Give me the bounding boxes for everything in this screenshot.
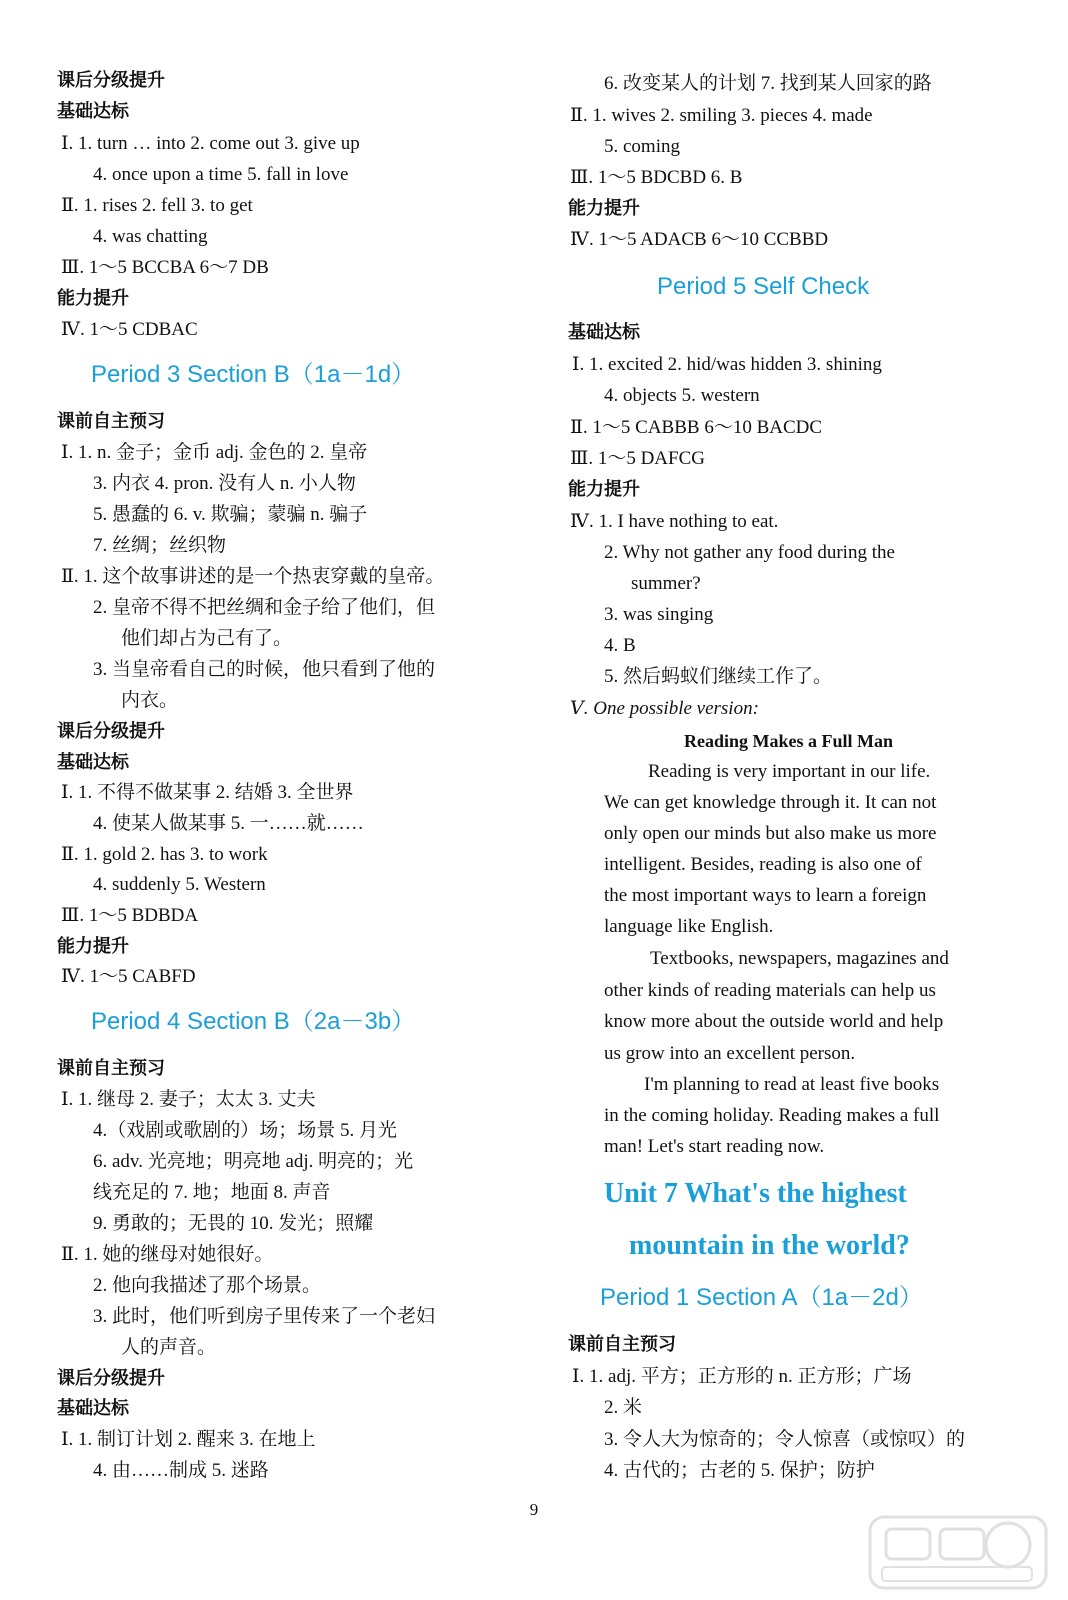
answer-line: Ⅰ. 1. 继母 2. 妻子；太太 3. 丈夫 <box>61 1089 316 1110</box>
answer-line: 4. B <box>604 635 636 656</box>
answer-line: 6. 改变某人的计划 7. 找到某人回家的路 <box>604 73 932 94</box>
essay-line: the most important ways to learn a foreign <box>604 885 927 906</box>
answer-line: 4. 由……制成 5. 迷路 <box>93 1460 269 1481</box>
answer-line: 2. 皇帝不得不把丝绸和金子给了他们，但 <box>93 597 436 618</box>
heading-preview: 课前自主预习 <box>57 411 165 432</box>
answer-line: 4. suddenly 5. Western <box>93 874 266 895</box>
heading-preview: 课前自主预习 <box>568 1334 676 1355</box>
period-heading: Period 3 Section B（1a－1d） <box>91 361 416 388</box>
essay-line: in the coming holiday. Reading makes a full <box>604 1105 940 1126</box>
essay-title: Reading Makes a Full Man <box>684 731 894 751</box>
answer-line: Ⅲ. 1～5 BDCBD 6. B <box>570 167 743 188</box>
answer-line: Ⅱ. 1. wives 2. smiling 3. pieces 4. made <box>570 105 873 126</box>
essay-line: know more about the outside world and help <box>604 1011 944 1032</box>
watermark-logo-icon <box>868 1515 1048 1590</box>
period-heading: Period 4 Section B（2a－3b） <box>91 1008 416 1035</box>
answer-line: 3. 内衣 4. pron. 没有人 n. 小人物 <box>93 473 356 494</box>
essay-line: We can get knowledge through it. It can not <box>604 792 937 813</box>
answer-line: Ⅰ. 1. adj. 平方；正方形的 n. 正方形；广场 <box>572 1366 912 1387</box>
answer-line: Ⅲ. 1～5 BDBDA <box>61 905 199 926</box>
heading-after-class: 课后分级提升 <box>57 1368 165 1389</box>
answer-line: Ⅳ. 1. I have nothing to eat. <box>570 511 779 532</box>
heading-ability: 能力提升 <box>568 198 640 219</box>
answer-line: Ⅳ. 1～5 CDBAC <box>61 319 198 340</box>
answer-line: 3. was singing <box>604 604 714 625</box>
essay-line: I'm planning to read at least five books <box>644 1074 940 1095</box>
period-heading: Period 1 Section A（1a－2d） <box>600 1284 923 1311</box>
heading-basic: 基础达标 <box>568 322 640 343</box>
heading-after-class: 课后分级提升 <box>57 70 165 91</box>
answer-line: summer? <box>631 573 701 594</box>
essay-line: man! Let's start reading now. <box>604 1136 825 1157</box>
answer-line: 4. 古代的；古老的 5. 保护；防护 <box>604 1460 875 1481</box>
answer-line: 4. objects 5. western <box>604 385 760 406</box>
period-heading: Period 5 Self Check <box>657 273 870 300</box>
heading-preview: 课前自主预习 <box>57 1058 165 1079</box>
answer-line: Ⅰ. 1. excited 2. hid/was hidden 3. shining <box>572 354 882 375</box>
answer-line: Ⅰ. 1. n. 金子；金币 adj. 金色的 2. 皇帝 <box>61 442 368 463</box>
answer-line: 9. 勇敢的；无畏的 10. 发光；照耀 <box>93 1213 374 1234</box>
answer-line: Ⅳ. 1～5 CABFD <box>61 966 196 987</box>
answer-line: 6. adv. 光亮地；明亮地 adj. 明亮的；光 <box>93 1151 414 1172</box>
answer-line: 4.（戏剧或歌剧的）场；场景 5. 月光 <box>93 1120 398 1141</box>
answer-line: Ⅰ. 1. 不得不做某事 2. 结婚 3. 全世界 <box>61 782 354 803</box>
answer-line: 5. coming <box>604 136 680 157</box>
answer-line: 5. 愚蠢的 6. v. 欺骗；蒙骗 n. 骗子 <box>93 504 368 525</box>
heading-ability: 能力提升 <box>568 479 640 500</box>
answer-line: 7. 丝绸；丝织物 <box>93 535 227 556</box>
heading-after-class: 课后分级提升 <box>57 721 165 742</box>
essay-line: Reading is very important in our life. <box>648 761 931 782</box>
answer-line: 2. 他向我描述了那个场景。 <box>93 1275 322 1296</box>
essay-line: Textbooks, newspapers, magazines and <box>650 948 949 969</box>
essay-line: only open our minds but also make us more <box>604 823 937 844</box>
answer-line: 3. 令人大为惊奇的；令人惊喜（或惊叹）的 <box>604 1429 966 1450</box>
answer-line: 4. once upon a time 5. fall in love <box>93 164 349 185</box>
answer-line: 人的声音。 <box>121 1337 217 1358</box>
essay-line: language like English. <box>604 916 774 937</box>
answer-line: 线充足的 7. 地；地面 8. 声音 <box>93 1182 331 1203</box>
heading-ability: 能力提升 <box>57 936 129 957</box>
page-number: 9 <box>529 1500 539 1519</box>
answer-line: 2. 米 <box>604 1397 643 1418</box>
answer-line: Ⅱ. 1. 她的继母对她很好。 <box>61 1244 274 1265</box>
heading-ability: 能力提升 <box>57 288 129 309</box>
essay-line: us grow into an excellent person. <box>604 1043 856 1064</box>
answer-line: 4. 使某人做某事 5. 一……就…… <box>93 813 364 834</box>
answer-line: Ⅰ. 1. 制订计划 2. 醒来 3. 在地上 <box>61 1429 316 1450</box>
heading-basic: 基础达标 <box>57 101 129 122</box>
essay-line: intelligent. Besides, reading is also one of <box>604 854 922 875</box>
answer-line: Ⅱ. 1. 这个故事讲述的是一个热衷穿戴的皇帝。 <box>61 566 445 587</box>
heading-basic: 基础达标 <box>57 752 129 773</box>
answer-line: 2. Why not gather any food during the <box>604 542 895 563</box>
unit-title: Unit 7 What's the highest <box>604 1178 907 1209</box>
answer-line: 5. 然后蚂蚁们继续工作了。 <box>604 666 833 687</box>
answer-line: 3. 当皇帝看自己的时候，他只看到了他的 <box>93 659 436 680</box>
answer-line: 3. 此时，他们听到房子里传来了一个老妇 <box>93 1306 436 1327</box>
answer-line: Ⅱ. 1. rises 2. fell 3. to get <box>61 195 253 216</box>
answer-line: 4. was chatting <box>93 226 208 247</box>
answer-line: Ⅴ. One possible version: <box>570 698 759 719</box>
unit-title: mountain in the world? <box>629 1230 910 1261</box>
answer-line: Ⅱ. 1～5 CABBB 6～10 BACDC <box>570 417 823 438</box>
answer-line: Ⅳ. 1～5 ADACB 6～10 CCBBD <box>570 229 829 250</box>
answer-line: Ⅰ. 1. turn … into 2. come out 3. give up <box>61 133 360 154</box>
answer-line: Ⅱ. 1. gold 2. has 3. to work <box>61 844 268 865</box>
answer-line: 他们却占为己有了。 <box>121 628 293 649</box>
essay-line: other kinds of reading materials can help us <box>604 980 936 1001</box>
heading-basic: 基础达标 <box>57 1398 129 1419</box>
answer-line: Ⅲ. 1～5 BCCBA 6～7 DB <box>61 257 269 278</box>
answer-line: 内衣。 <box>121 690 179 711</box>
answer-line: Ⅲ. 1～5 DAFCG <box>570 448 705 469</box>
